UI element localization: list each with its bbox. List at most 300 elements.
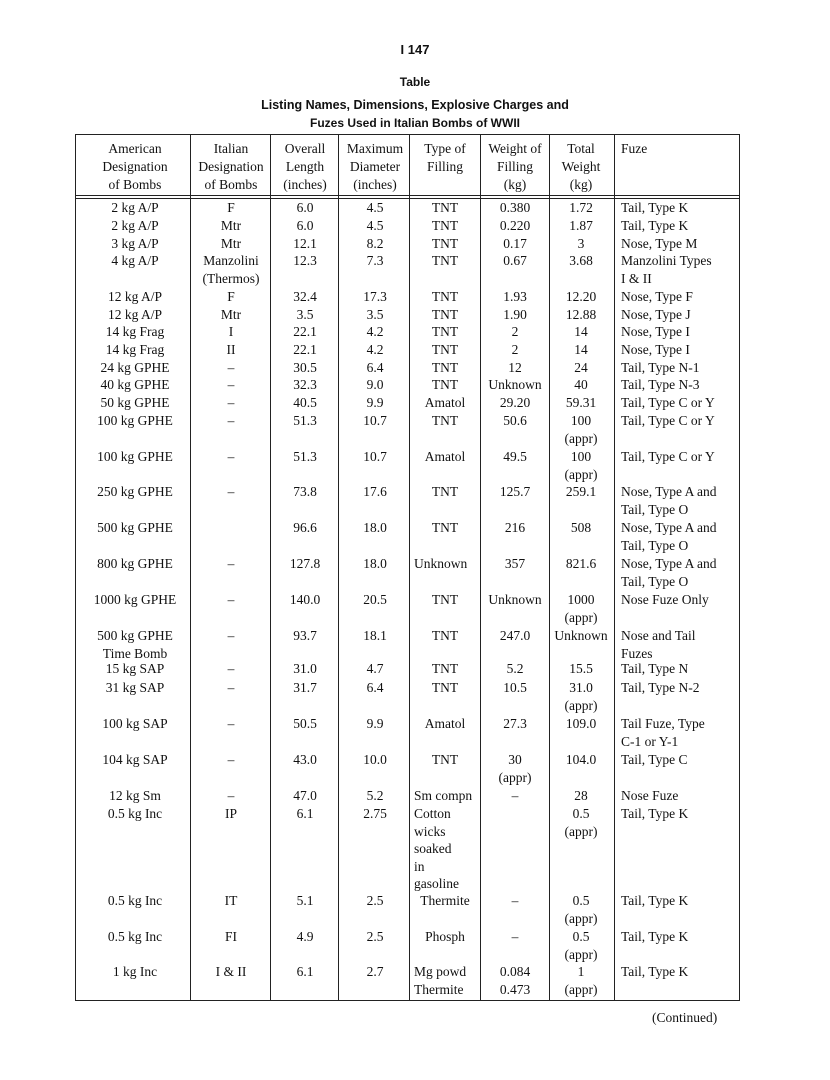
cell-filling-weight	[483, 751, 547, 786]
cell-american-designation	[80, 252, 190, 270]
cell-maximum-diameter	[341, 412, 409, 430]
cell-total-weight	[550, 660, 612, 678]
cell-filling-type-line: TNT	[431, 324, 459, 339]
cell-total-weight-line: 821.6	[565, 556, 597, 571]
cell-maximum-diameter-line: 4.7	[366, 661, 384, 676]
cell-fuze	[621, 341, 739, 359]
cell-overall-length-line: 32.3	[293, 377, 317, 392]
cell-italian-designation	[193, 288, 269, 306]
cell-italian-designation-line: –	[227, 377, 235, 392]
cell-overall-length	[273, 199, 337, 217]
cell-maximum-diameter	[341, 306, 409, 324]
cell-fuze-line: Nose, Type I	[621, 342, 690, 357]
cell-fuze	[621, 805, 739, 823]
cell-overall-length-line: 140.0	[289, 592, 321, 607]
cell-italian-designation-line: –	[227, 592, 235, 607]
cell-maximum-diameter-line: 18.0	[363, 520, 387, 535]
cell-overall-length	[273, 555, 337, 573]
cell-filling-weight	[483, 235, 547, 253]
cell-italian-designation	[193, 928, 269, 946]
cell-american-designation	[80, 751, 190, 769]
cell-overall-length	[273, 217, 337, 235]
cell-filling-type-line: wicks	[414, 823, 446, 839]
cell-filling-type-line: Amatol	[424, 449, 466, 464]
cell-maximum-diameter	[341, 288, 409, 306]
cell-total-weight-line: 104.0	[565, 752, 597, 767]
column-divider	[480, 134, 481, 1001]
cell-total-weight	[550, 679, 612, 714]
cell-maximum-diameter	[341, 627, 409, 645]
cell-overall-length-line: 4.9	[296, 929, 314, 944]
cell-fuze-line: Nose, Type A and	[621, 520, 717, 535]
cell-maximum-diameter	[341, 341, 409, 359]
cell-fuze	[621, 217, 739, 235]
cell-overall-length	[273, 483, 337, 501]
header-total-weight	[550, 140, 612, 194]
cell-overall-length-line: 6.1	[296, 964, 314, 979]
cell-american-designation	[80, 323, 190, 341]
cell-maximum-diameter	[341, 448, 409, 466]
cell-filling-weight	[483, 217, 547, 235]
cell-fuze	[621, 591, 739, 609]
cell-overall-length-line: 3.5	[296, 307, 314, 322]
cell-filling-weight	[483, 715, 547, 733]
cell-filling-weight-line: 2	[511, 342, 519, 357]
continued-note: (Continued)	[652, 1010, 718, 1025]
header-italian-designation-line: Designation	[198, 159, 264, 174]
cell-overall-length	[273, 359, 337, 377]
cell-overall-length-line: 12.1	[293, 236, 317, 251]
cell-overall-length	[273, 235, 337, 253]
cell-total-weight	[550, 928, 612, 963]
cell-overall-length	[273, 323, 337, 341]
cell-total-weight-line: (appr)	[564, 910, 598, 926]
cell-italian-designation	[193, 787, 269, 805]
cell-fuze-line: Fuzes	[621, 645, 653, 661]
cell-maximum-diameter-line: 17.6	[363, 484, 387, 499]
header-overall-length-line: (inches)	[283, 177, 327, 192]
cell-fuze	[621, 660, 739, 678]
cell-overall-length-line: 22.1	[293, 324, 317, 339]
cell-maximum-diameter-line: 10.7	[363, 413, 387, 428]
cell-american-designation-line: 0.5 kg Inc	[107, 806, 163, 821]
cell-total-weight-line: 1	[577, 964, 585, 979]
cell-filling-type	[412, 519, 478, 537]
cell-fuze	[621, 892, 739, 910]
cell-american-designation-line: 24 kg GPHE	[100, 360, 170, 375]
cell-filling-weight	[483, 483, 547, 501]
table-label: Table	[399, 75, 431, 89]
header-italian-designation	[193, 140, 269, 194]
cell-filling-weight	[483, 199, 547, 217]
cell-american-designation	[80, 448, 190, 466]
column-divider	[409, 134, 410, 1001]
cell-italian-designation-line: –	[227, 788, 235, 803]
cell-overall-length	[273, 306, 337, 324]
cell-maximum-diameter	[341, 963, 409, 981]
cell-filling-weight-line: Unknown	[488, 592, 542, 607]
cell-american-designation	[80, 412, 190, 430]
cell-italian-designation	[193, 412, 269, 430]
cell-overall-length	[273, 928, 337, 946]
cell-filling-weight-line: 30	[508, 752, 522, 767]
cell-american-designation	[80, 376, 190, 394]
cell-fuze	[621, 376, 739, 394]
cell-american-designation-line: 0.5 kg Inc	[107, 929, 163, 944]
cell-total-weight-line: 3.68	[569, 253, 593, 268]
cell-fuze-line: Tail, Type K	[621, 806, 689, 821]
cell-american-designation	[80, 787, 190, 805]
cell-total-weight-line: (appr)	[564, 430, 598, 446]
cell-filling-weight	[483, 341, 547, 359]
cell-fuze	[621, 963, 739, 981]
cell-overall-length	[273, 751, 337, 769]
cell-fuze-line: Tail, Type O	[621, 573, 689, 589]
cell-maximum-diameter-line: 9.0	[366, 377, 384, 392]
cell-maximum-diameter	[341, 715, 409, 733]
cell-fuze	[621, 288, 739, 306]
cell-filling-type	[412, 412, 478, 430]
cell-filling-weight-line: 49.5	[503, 449, 527, 464]
header-maximum-diameter-line: Diameter	[349, 159, 401, 174]
cell-filling-weight-line: 216	[504, 520, 526, 535]
cell-filling-type	[412, 591, 478, 609]
cell-maximum-diameter	[341, 376, 409, 394]
cell-total-weight-line: 24	[574, 360, 588, 375]
cell-total-weight-line: 3	[577, 236, 585, 251]
cell-total-weight-line: (appr)	[564, 466, 598, 482]
cell-filling-type-line: TNT	[431, 236, 459, 251]
cell-fuze-line: Nose Fuze Only	[621, 592, 709, 607]
cell-american-designation	[80, 199, 190, 217]
header-filling-weight-line: Filling	[496, 159, 533, 174]
cell-overall-length-line: 127.8	[289, 556, 321, 571]
cell-filling-type	[412, 341, 478, 359]
cell-filling-type	[412, 359, 478, 377]
cell-filling-type-line: soaked	[414, 841, 452, 857]
cell-italian-designation-line: –	[227, 716, 235, 731]
cell-filling-type-line: Thermite	[420, 893, 470, 908]
cell-fuze-line: Nose, Type J	[621, 307, 691, 322]
cell-filling-weight-line: 1.90	[503, 307, 527, 322]
cell-filling-weight-line: 10.5	[503, 680, 527, 695]
header-total-weight-line: Total	[567, 141, 595, 156]
cell-maximum-diameter-line: 18.1	[363, 628, 387, 643]
cell-american-designation	[80, 341, 190, 359]
header-fuze-line: Fuze	[621, 141, 648, 156]
cell-maximum-diameter-line: 2.7	[366, 964, 384, 979]
header-maximum-diameter	[341, 140, 409, 194]
cell-filling-weight	[483, 288, 547, 306]
cell-overall-length-line: 51.3	[293, 449, 317, 464]
cell-italian-designation	[193, 963, 269, 981]
cell-total-weight	[550, 591, 612, 626]
cell-maximum-diameter	[341, 359, 409, 377]
cell-filling-type	[412, 627, 478, 645]
cell-american-designation-line: 104 kg SAP	[102, 752, 168, 767]
cell-total-weight	[550, 412, 612, 447]
cell-overall-length	[273, 660, 337, 678]
page-number: I 147	[400, 42, 430, 57]
cell-italian-designation	[193, 217, 269, 235]
cell-total-weight	[550, 306, 612, 324]
cell-overall-length-line: 40.5	[293, 395, 317, 410]
cell-american-designation	[80, 519, 190, 537]
cell-fuze	[621, 928, 739, 946]
cell-overall-length-line: 50.5	[293, 716, 317, 731]
header-american-designation-line: Designation	[102, 159, 168, 174]
cell-overall-length-line: 6.0	[296, 218, 314, 233]
cell-fuze-line: Tail, Type N-1	[621, 360, 700, 375]
cell-filling-type-line: TNT	[431, 307, 459, 322]
column-divider	[614, 134, 615, 1001]
cell-fuze-line: Tail, Type K	[621, 218, 689, 233]
table-title-line-2: Fuzes Used in Italian Bombs of WWII	[309, 116, 520, 130]
column-divider	[270, 134, 271, 1001]
cell-total-weight	[550, 963, 612, 998]
cell-fuze-line: Tail, Type N-2	[621, 680, 700, 695]
header-american-designation-line: of Bombs	[108, 177, 162, 192]
cell-fuze-line: C-1 or Y-1	[621, 733, 679, 749]
cell-american-designation-line: 500 kg GPHE	[97, 628, 173, 643]
cell-filling-weight	[483, 519, 547, 537]
cell-filling-type	[412, 679, 478, 697]
cell-total-weight-line: Unknown	[554, 628, 608, 643]
cell-american-designation-line: 12 kg A/P	[107, 307, 162, 322]
cell-overall-length	[273, 591, 337, 609]
cell-american-designation	[80, 217, 190, 235]
cell-total-weight	[550, 235, 612, 253]
cell-italian-designation	[193, 679, 269, 697]
cell-maximum-diameter-line: 5.2	[366, 788, 384, 803]
cell-american-designation-line: 250 kg GPHE	[97, 484, 173, 499]
cell-total-weight-line: 14	[574, 342, 588, 357]
cell-maximum-diameter	[341, 252, 409, 270]
cell-american-designation-line: 15 kg SAP	[105, 661, 165, 676]
cell-italian-designation-line: IT	[224, 893, 238, 908]
cell-filling-weight	[483, 412, 547, 430]
cell-italian-designation-line: IP	[224, 806, 237, 821]
cell-american-designation-line: 50 kg GPHE	[100, 395, 170, 410]
cell-filling-weight-line: Unknown	[488, 377, 542, 392]
cell-filling-type	[414, 963, 480, 998]
cell-filling-type	[412, 306, 478, 324]
cell-filling-weight-line: 247.0	[499, 628, 531, 643]
cell-total-weight-line: 0.5	[572, 929, 590, 944]
cell-total-weight	[550, 627, 612, 645]
cell-fuze-line: Tail, Type O	[621, 537, 689, 553]
cell-maximum-diameter-line: 2.75	[363, 806, 387, 821]
cell-maximum-diameter-line: 6.4	[366, 360, 384, 375]
cell-maximum-diameter-line: 17.3	[363, 289, 387, 304]
cell-italian-designation-line: II	[226, 342, 236, 357]
cell-italian-designation	[193, 660, 269, 678]
cell-italian-designation-line: –	[227, 413, 235, 428]
cell-filling-weight-line: 0.17	[503, 236, 527, 251]
cell-filling-weight-line: –	[511, 788, 519, 803]
cell-italian-designation	[193, 199, 269, 217]
cell-overall-length-line: 6.0	[296, 200, 314, 215]
header-overall-length	[273, 140, 337, 194]
cell-filling-weight	[483, 306, 547, 324]
cell-italian-designation-line: I	[228, 324, 234, 339]
cell-total-weight-line: 59.31	[565, 395, 597, 410]
header-filling-weight-line: Weight of	[488, 141, 542, 156]
cell-filling-weight-line: 27.3	[503, 716, 527, 731]
cell-fuze-line: Nose Fuze	[621, 788, 679, 803]
cell-italian-designation-line: –	[227, 449, 235, 464]
cell-overall-length-line: 5.1	[296, 893, 314, 908]
cell-filling-type	[412, 892, 478, 910]
cell-filling-weight-line: 50.6	[503, 413, 527, 428]
cell-filling-type	[412, 448, 478, 466]
header-american-designation-line: American	[108, 141, 162, 156]
cell-total-weight-line: 15.5	[569, 661, 593, 676]
cell-filling-weight	[483, 679, 547, 697]
cell-maximum-diameter	[341, 892, 409, 910]
cell-total-weight-line: 1000	[567, 592, 595, 607]
cell-fuze	[621, 483, 739, 518]
cell-american-designation-line: 31 kg SAP	[105, 680, 165, 695]
cell-filling-type	[412, 715, 478, 733]
cell-italian-designation	[193, 627, 269, 645]
cell-american-designation-line: 1000 kg GPHE	[93, 592, 177, 607]
cell-fuze-line: Tail, Type K	[621, 964, 689, 979]
cell-italian-designation	[193, 892, 269, 910]
cell-american-designation	[80, 591, 190, 609]
cell-italian-designation-line: I & II	[215, 964, 247, 979]
cell-filling-weight	[483, 323, 547, 341]
cell-fuze-line: Tail, Type C	[621, 752, 688, 767]
header-total-weight-line: (kg)	[569, 177, 593, 192]
cell-american-designation	[80, 483, 190, 501]
cell-filling-weight-line: 5.2	[506, 661, 524, 676]
cell-fuze-line: Tail, Type O	[621, 501, 689, 517]
cell-filling-type-line: Amatol	[424, 395, 466, 410]
cell-american-designation-line: 100 kg SAP	[102, 716, 168, 731]
cell-total-weight	[550, 892, 612, 927]
cell-overall-length	[273, 394, 337, 412]
cell-filling-type-line: TNT	[431, 377, 459, 392]
cell-american-designation	[80, 928, 190, 946]
cell-filling-weight	[483, 359, 547, 377]
cell-italian-designation-line: Manzolini	[203, 253, 259, 268]
cell-american-designation-line: 2 kg A/P	[111, 200, 159, 215]
cell-american-designation-line: 0.5 kg Inc	[107, 893, 163, 908]
cell-filling-type	[412, 252, 478, 270]
cell-american-designation	[80, 394, 190, 412]
cell-overall-length	[273, 805, 337, 823]
cell-filling-type-line: in	[414, 858, 425, 874]
cell-maximum-diameter-line: 4.2	[366, 324, 384, 339]
cell-fuze-line: Tail, Type K	[621, 200, 689, 215]
cell-american-designation-line: 12 kg Sm	[109, 788, 161, 803]
cell-filling-type	[412, 751, 478, 769]
cell-overall-length-line: 30.5	[293, 360, 317, 375]
cell-filling-weight	[483, 252, 547, 270]
cell-filling-type	[412, 217, 478, 235]
cell-filling-type-line: Cotton	[414, 806, 451, 821]
cell-filling-weight-line: 0.380	[499, 200, 531, 215]
cell-american-designation-line: 3 kg A/P	[111, 236, 159, 251]
cell-italian-designation	[193, 359, 269, 377]
cell-fuze	[621, 448, 739, 466]
cell-total-weight-line: (appr)	[564, 946, 598, 962]
cell-maximum-diameter	[341, 805, 409, 823]
cell-filling-type-line: TNT	[431, 520, 459, 535]
header-filling-weight	[483, 140, 547, 194]
cell-filling-weight-line: –	[511, 929, 519, 944]
cell-maximum-diameter-line: 4.5	[366, 218, 384, 233]
cell-filling-type-line: Thermite	[414, 981, 464, 997]
cell-italian-designation-line: Mtr	[220, 236, 242, 251]
cell-italian-designation	[193, 805, 269, 823]
cell-fuze	[621, 751, 739, 769]
cell-fuze-line: Nose and Tail	[621, 628, 696, 643]
cell-overall-length-line: 12.3	[293, 253, 317, 268]
cell-filling-type-line: Phosph	[425, 929, 465, 944]
cell-filling-weight	[483, 928, 547, 946]
cell-maximum-diameter-line: 18.0	[363, 556, 387, 571]
cell-filling-type	[414, 555, 480, 573]
cell-filling-weight	[483, 394, 547, 412]
cell-overall-length-line: 51.3	[293, 413, 317, 428]
cell-italian-designation-line: FI	[224, 929, 237, 944]
header-maximum-diameter-line: Maximum	[346, 141, 404, 156]
cell-filling-type-line: TNT	[431, 752, 459, 767]
cell-american-designation-line: 14 kg Frag	[105, 324, 165, 339]
cell-total-weight-line: 109.0	[565, 716, 597, 731]
cell-total-weight	[550, 483, 612, 501]
header-maximum-diameter-line: (inches)	[353, 177, 397, 192]
cell-filling-type	[412, 288, 478, 306]
cell-maximum-diameter-line: 2.5	[366, 893, 384, 908]
cell-filling-type-line: TNT	[431, 289, 459, 304]
cell-total-weight-line: 28	[574, 788, 588, 803]
cell-italian-designation	[193, 306, 269, 324]
cell-italian-designation-line: –	[227, 680, 235, 695]
cell-overall-length	[273, 288, 337, 306]
cell-fuze	[621, 306, 739, 324]
cell-total-weight	[550, 394, 612, 412]
cell-american-designation-line: 2 kg A/P	[111, 218, 159, 233]
cell-total-weight-line: 31.0	[569, 680, 593, 695]
cell-total-weight	[550, 519, 612, 537]
cell-italian-designation-line: F	[227, 200, 235, 215]
header-filling-type-line: Type of	[424, 141, 466, 156]
cell-fuze-line: Tail, Type K	[621, 893, 689, 908]
cell-total-weight-line: (appr)	[564, 609, 598, 625]
cell-maximum-diameter	[341, 483, 409, 501]
cell-total-weight	[550, 252, 612, 270]
cell-overall-length	[273, 787, 337, 805]
cell-total-weight-line: (appr)	[564, 697, 598, 713]
cell-italian-designation	[193, 555, 269, 573]
cell-american-designation-line: 100 kg GPHE	[97, 413, 173, 428]
cell-maximum-diameter-line: 10.7	[363, 449, 387, 464]
cell-american-designation-line: 14 kg Frag	[105, 342, 165, 357]
cell-maximum-diameter	[341, 751, 409, 769]
cell-maximum-diameter-line: 7.3	[366, 253, 384, 268]
cell-total-weight	[550, 715, 612, 733]
header-italian-designation-line: of Bombs	[204, 177, 258, 192]
cell-filling-type-line: TNT	[431, 360, 459, 375]
cell-american-designation	[80, 359, 190, 377]
cell-fuze	[621, 555, 739, 590]
cell-overall-length-line: 96.6	[293, 520, 317, 535]
cell-american-designation	[80, 555, 190, 573]
cell-fuze-line: Tail, Type C or Y	[621, 449, 715, 464]
